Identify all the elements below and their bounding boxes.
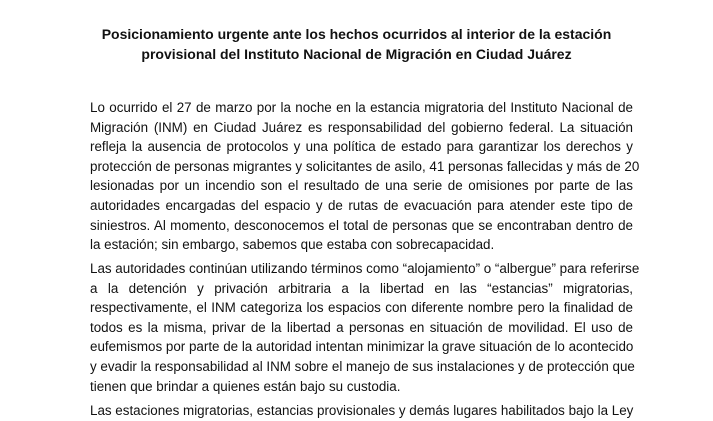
paragraph-3 bbox=[90, 401, 633, 421]
text-line: todos es la misma, privar de la libertad a personas en situación de movilidad. El uso de bbox=[90, 319, 633, 335]
text-line: Migración (INM) en Ciudad Juárez es responsabilidad del gobierno federal. La situación bbox=[90, 119, 633, 135]
title-line: Posicionamiento urgente ante los hechos ocurridos al interior de la estación bbox=[101, 26, 612, 42]
text-line: a la detención y privación arbitraria a la libertad en las “estancias” migratorias, bbox=[90, 280, 633, 296]
text-line: refleja la ausencia de protocolos y una política de estado para garantizar los derechos y bbox=[90, 139, 633, 155]
text-line: autoridades encargadas del espacio y de rutas de evacuación para atender este tipo de bbox=[90, 197, 633, 213]
text-line: siniestros. Al momento, desconocemos el total de personas que se encontraban dentro de bbox=[90, 217, 633, 233]
text-line: respectivamente, el INM categoriza los espacios con diferente nombre pero la finalidad de bbox=[90, 300, 633, 316]
text-line: y evadir la responsabilidad al INM sobre el manejo de sus instalaciones y de protección que bbox=[90, 358, 635, 374]
text-line: Las autoridades continúan utilizando términos como “alojamiento” o “albergue” para referirse bbox=[90, 261, 640, 276]
text-line: protección de personas migrantes y solicitantes de asilo, 41 personas fallecidas y más de 20 bbox=[90, 158, 640, 174]
text-line: eufemismos por parte de la autoridad intentan minimizar la grave situación de lo acontecido bbox=[90, 339, 634, 355]
title-line: provisional del Instituto Nacional de Migración en Ciudad Juárez bbox=[141, 46, 572, 62]
paragraph-1 bbox=[90, 98, 640, 255]
text-line: Lo ocurrido el 27 de marzo por la noche en la estancia migratoria del Instituto Nacional de bbox=[90, 100, 633, 115]
document-title bbox=[40, 24, 673, 64]
text-line: lesionadas por un incendio son el resultado de una serie de omisiones por parte de las bbox=[90, 178, 633, 194]
text-line: tienen que brindar a quienes están bajo su custodia. bbox=[90, 378, 401, 394]
text-line: la estación; sin embargo, sabemos que estaba con sobrecapacidad. bbox=[90, 237, 495, 253]
text-line: Las estaciones migratorias, estancias provisionales y demás lugares habilitados bajo la Ley bbox=[90, 403, 634, 418]
paragraph-2 bbox=[90, 259, 640, 396]
